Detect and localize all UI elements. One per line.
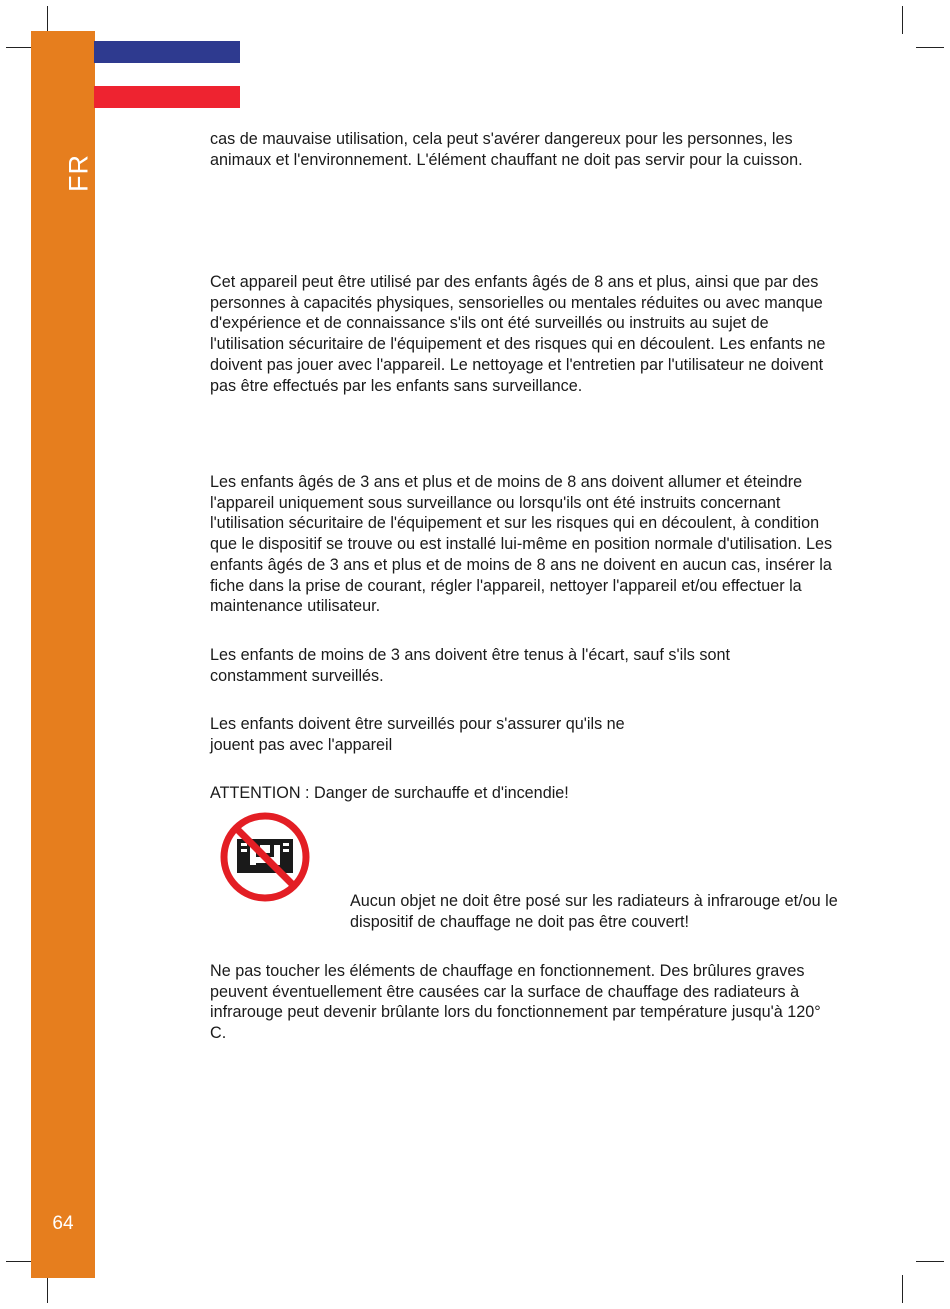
sign-caption: Aucun objet ne doit être posé sur les radiateurs à infrarouge et/ou le dispositif de chauffage ne doit pas être couvert! bbox=[350, 892, 838, 931]
crop-mark bbox=[902, 6, 903, 34]
language-sidebar bbox=[31, 31, 95, 1278]
do-not-cover-icon bbox=[220, 812, 310, 902]
flag-red-stripe bbox=[94, 86, 240, 108]
crop-mark bbox=[916, 47, 944, 48]
paragraph-misuse: cas de mauvaise utilisation, cela peut s'avérer dangereux pour les personnes, les animaux et l'environnement. L'élément chauffant ne doit pas servir pour la cuisson. bbox=[210, 130, 803, 169]
crop-mark bbox=[6, 1261, 34, 1262]
paragraph-children-8-plus: Cet appareil peut être utilisé par des enfants âgés de 8 ans et plus, ainsi que par des personnes à capacités physiques, sensorielles ou mentales réduites ou avec manque d'expérience et de connaissance s'ils ont été surveillés ou instruits au sujet de l'utilisation sécuritaire de l'équipement et des risques qui en découlent. Les enfants ne doivent pas jouer avec l'appareil. Le nettoyage et l'entretien par l'utilisateur ne doivent pas être effectués par les enfants sans surveillance. bbox=[210, 273, 826, 395]
attention-warning: ATTENTION : Danger de surchauffe et d'incendie! bbox=[210, 784, 569, 802]
crop-mark bbox=[47, 6, 48, 34]
crop-mark bbox=[47, 1275, 48, 1303]
paragraph-burn-warning: Ne pas toucher les éléments de chauffage en fonctionnement. Des brûlures graves peuvent éventuellement être causées car la surface de chauffage des radiateurs à infrarouge peut devenir brûlante lors du fonctionnement par température jusqu'à 120° C. bbox=[210, 962, 821, 1043]
crop-mark bbox=[916, 1261, 944, 1262]
paragraph-supervision: Les enfants doivent être surveillés pour s'assurer qu'ils ne jouent pas avec l'appareil bbox=[210, 715, 625, 754]
crop-mark bbox=[6, 47, 34, 48]
paragraph-children-3-to-8: Les enfants âgés de 3 ans et plus et de moins de 8 ans doivent allumer et éteindre l'appareil uniquement sous surveillance ou lorsqu'ils ont été instruits concernant l'utilisation sécuritaire de l'équipement et sur les risques qui en découlent, à condition que le dispositif se trouve ou est installé lui-même en position normale d'utilisation. Les enfants âgés de 3 ans et plus et de moins de 8 ans ne doivent en aucun cas, insérer la fiche dans la prise de courant, régler l'appareil, nettoyer l'appareil et/ou effectuer la maintenance utilisateur. bbox=[210, 473, 833, 616]
paragraph-children-under-3: Les enfants de moins de 3 ans doivent être tenus à l'écart, sauf s'ils sont constamment surveillés. bbox=[210, 646, 730, 685]
flag-blue-stripe bbox=[94, 41, 240, 63]
page-number: 64 bbox=[52, 1213, 74, 1234]
crop-mark bbox=[902, 1275, 903, 1303]
language-tab-label: FR bbox=[63, 154, 94, 192]
